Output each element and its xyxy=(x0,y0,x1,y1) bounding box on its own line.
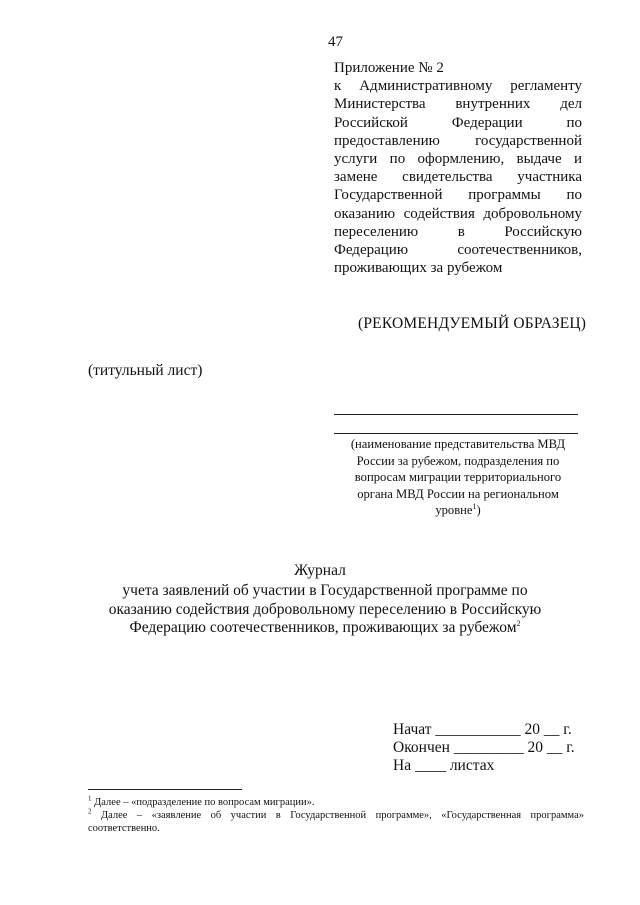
footnote-marker: 2 xyxy=(88,807,92,816)
sample-label: (РЕКОМЕНДУЕМЫЙ ОБРАЗЕЦ) xyxy=(358,315,587,332)
journal-title: Журнал xyxy=(294,562,346,579)
appendix-title: Приложение № 2 xyxy=(334,60,444,76)
footnote-2 xyxy=(88,809,584,835)
footnote-text: Далее – «заявление об участии в Государственной программе», «Государственная программа» соответственно. xyxy=(88,810,584,834)
footnote-separator xyxy=(88,789,242,790)
footnote-1 xyxy=(88,796,584,809)
journal-started: Начат ___________ 20 __ г. xyxy=(393,721,572,738)
journal-ended: Окончен _________ 20 __ г. xyxy=(393,739,575,756)
footnote-text: Далее – «подразделение по вопросам миграции». xyxy=(91,797,315,808)
appendix-body: к Административному регламенту Министерства внутренних дел Российской Федерации по предоставлению государственной услуги по оформлению, выдаче и замене свидетельства участника Государственной программы по оказанию содействия добровольному переселению в Российскую Федерацию соотечественников, проживающих за рубежом xyxy=(334,78,582,277)
org-caption-closing: ) xyxy=(476,503,481,518)
page-number: 47 xyxy=(328,34,343,50)
journal-description xyxy=(90,582,560,638)
org-name-line-1 xyxy=(334,414,578,415)
title-page-label: (титульный лист) xyxy=(88,362,203,379)
footnote-marker: 1 xyxy=(88,794,92,803)
org-name-line-2 xyxy=(334,433,578,434)
footnote-ref: 1 xyxy=(472,502,477,512)
journal-sheets: На ____ листах xyxy=(393,757,495,774)
footnotes xyxy=(88,796,584,835)
org-caption-text: (наименование представительства МВД России за рубежом, подразделения по вопросам миграции территориального органа МВД России на региональном уровне xyxy=(350,437,566,518)
org-name-caption xyxy=(336,436,580,519)
journal-description-text: учета заявлений об участии в Государственной программе по оказанию содействия добровольному переселению в Российскую Федерацию соотечественников, проживающих за рубежом xyxy=(108,582,542,637)
appendix-header xyxy=(334,59,582,277)
footnote-ref: 2 xyxy=(516,619,521,629)
